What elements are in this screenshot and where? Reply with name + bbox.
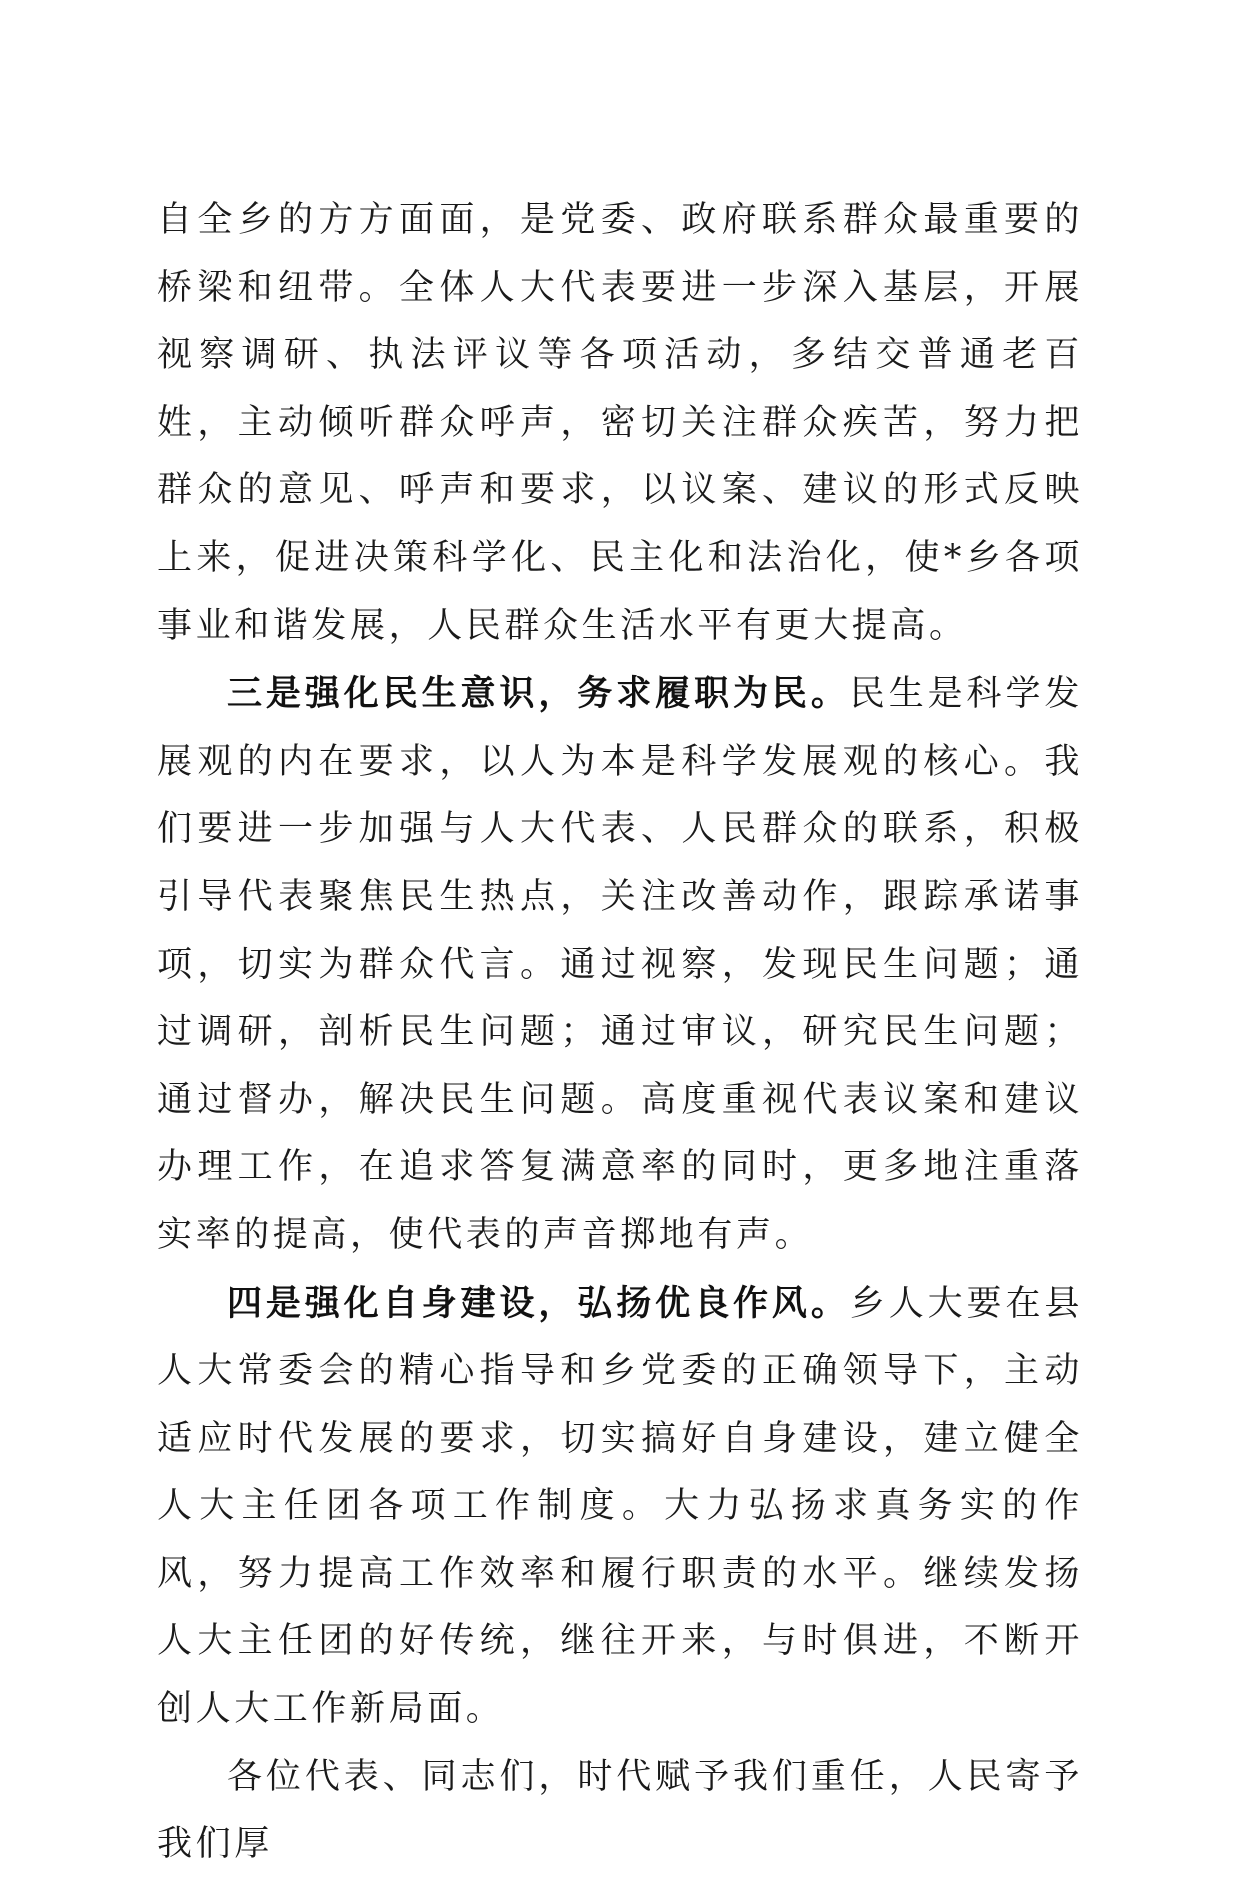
paragraph-point-three bbox=[157, 660, 1083, 1269]
paragraph-text: 乡人大要在县人大常委会的精心指导和乡党委的正确领导下，主动适应时代发展的要求，切实搞好自身建设，建立健全人大主任团各项工作制度。大力弘扬求真务实的作风，努力提高工作效率和履行职责的水平。继续发扬人大主任团的好传统，继往开来，与时俱进，不断开创人大工作新局面。 bbox=[157, 1283, 1083, 1730]
paragraph-point-four bbox=[157, 1270, 1083, 1744]
paragraph-heading: 四是强化自身建设，弘扬优良作风。 bbox=[227, 1282, 850, 1324]
paragraph-text: 各位代表、同志们，时代赋予我们重任，人民寄予我们厚 bbox=[157, 1756, 1083, 1865]
paragraph-text: 民生是科学发展观的内在要求，以人为本是科学发展观的核心。我们要进一步加强与人大代表、人民群众的联系，积极引导代表聚焦民生热点，关注改善动作，跟踪承诺事项，切实为群众代言。通过视察，发现民生问题；通过调研，剖析民生问题；通过审议，研究民生问题；通过督办，解决民生问题。高度重视代表议案和建议办理工作，在追求答复满意率的同时，更多地注重落实率的提高，使代表的声音掷地有声。 bbox=[157, 674, 1083, 1255]
paragraph-heading: 三是强化民生意识，务求履职为民。 bbox=[227, 673, 850, 715]
paragraph-closing bbox=[157, 1744, 1083, 1879]
paragraph-text: 自全乡的方方面面，是党委、政府联系群众最重要的桥梁和纽带。全体人大代表要进一步深入基层，开展视察调研、执法评议等各项活动，多结交普通老百姓，主动倾听群众呼声，密切关注群众疾苦，努力把群众的意见、呼声和要求，以议案、建议的形式反映上来，促进决策科学化、民主化和法治化，使*乡各项事业和谐发展，人民群众生活水平有更大提高。 bbox=[157, 200, 1083, 646]
paragraph-continuation bbox=[157, 187, 1083, 660]
document-body bbox=[157, 187, 1083, 1879]
